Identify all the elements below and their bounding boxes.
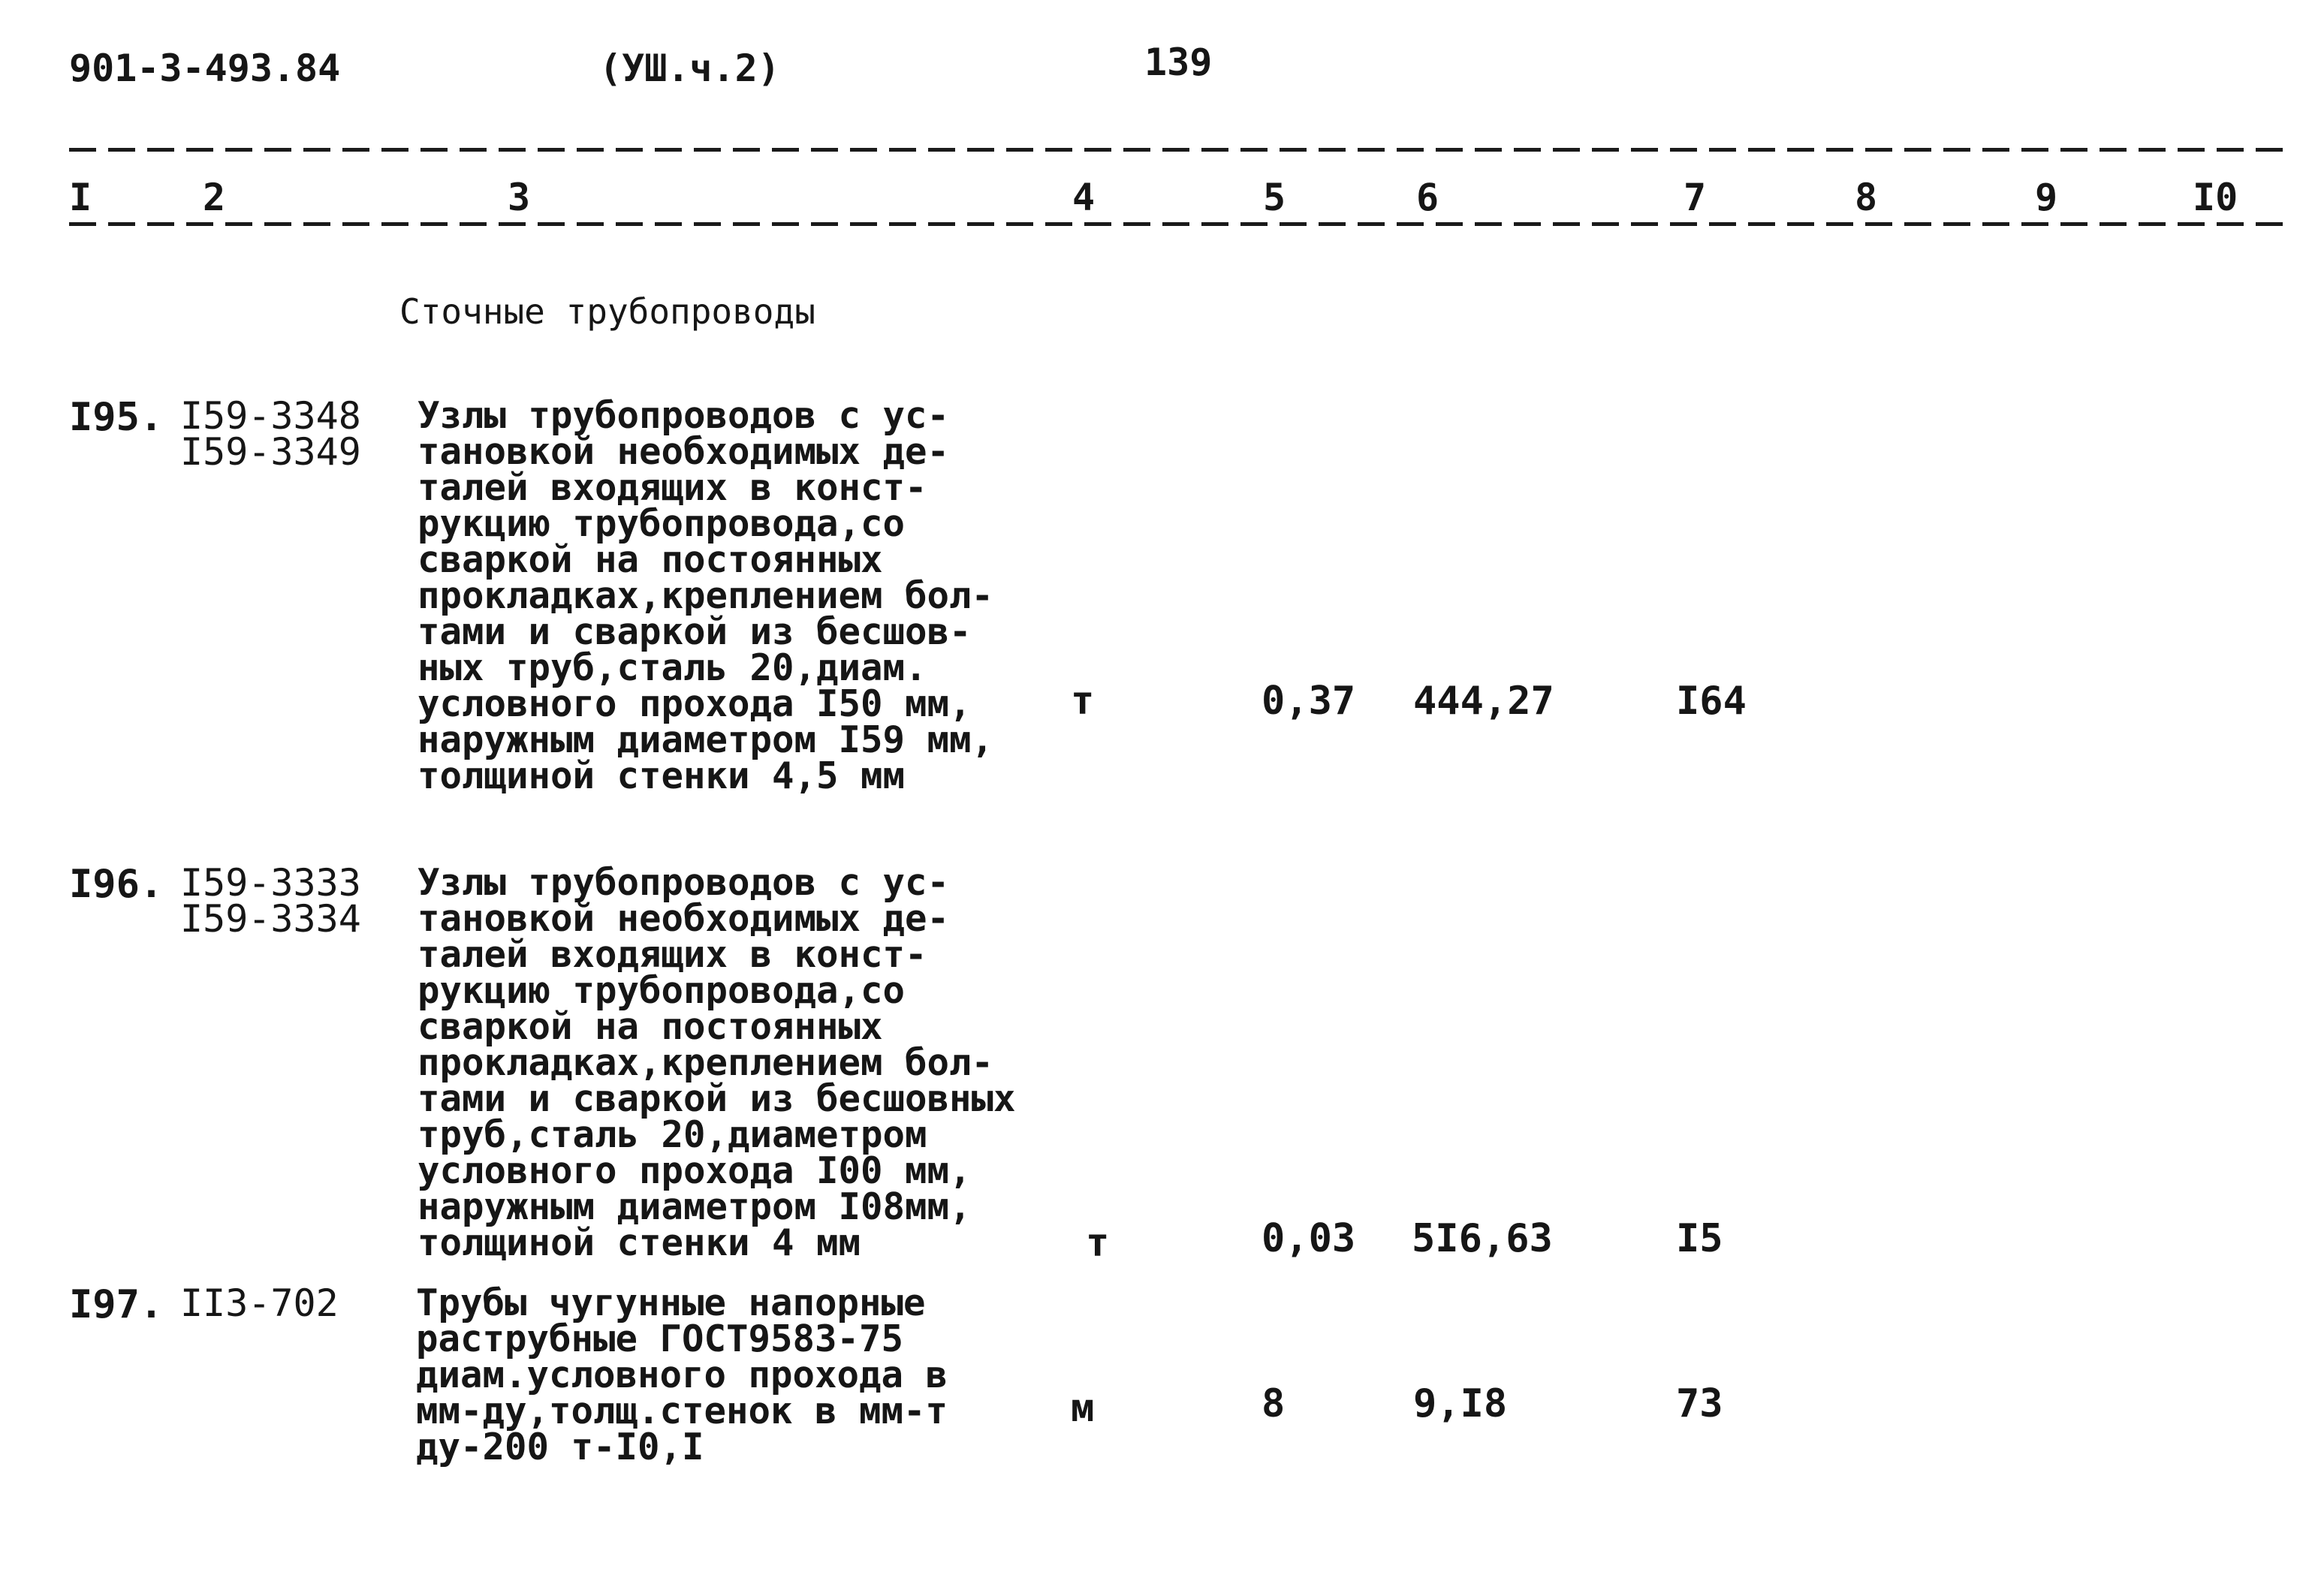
section-reference: (УШ.ч.2): [599, 47, 780, 90]
row-number: I96.: [69, 862, 164, 907]
row-price: 9,I8: [1413, 1381, 1508, 1426]
column-number-1: I: [69, 176, 92, 219]
row-price: 444,27: [1413, 679, 1554, 724]
row-unit: т: [1086, 1221, 1110, 1266]
column-number-5: 5: [1263, 176, 1286, 219]
row-description: Трубы чугунные напорные раструбные ГОСТ9583-75 диам.условного прохода в мм-ду,толщ.стенок в мм-т ду-200 т-I0,I: [416, 1281, 948, 1468]
row-quantity: 0,03: [1262, 1216, 1356, 1261]
page-number: 139: [1144, 41, 1213, 84]
row-total: I5: [1676, 1216, 1723, 1261]
column-number-8: 8: [1855, 176, 1878, 219]
row-unit: т: [1071, 679, 1095, 724]
row-total: 73: [1676, 1381, 1723, 1426]
column-number-6: 6: [1416, 176, 1439, 219]
row-number: I95.: [69, 395, 164, 440]
column-number-7: 7: [1684, 176, 1707, 219]
document-number: 901-3-493.84: [69, 47, 341, 90]
column-number-10: I0: [2193, 176, 2238, 219]
row-code: I59-3333 I59-3334: [180, 861, 361, 941]
row-quantity: 8: [1262, 1381, 1286, 1426]
row-number: I97.: [69, 1282, 164, 1327]
row-unit: м: [1071, 1386, 1095, 1431]
column-number-3: 3: [508, 176, 531, 219]
header-bottom-rule: [69, 222, 2286, 226]
row-description: Узлы трубопроводов с ус- тановкой необходимых де- талей входящих в конст- рукцию трубопровода,со сваркой на постоянных прокладках,креплением бол- тами и сваркой из бесшов- ных труб,сталь 20,диам. условного прохода I50 мм, наружным диаметром I59 мм, толщиной стенки 4,5 мм: [417, 394, 994, 797]
row-code: I59-3348 I59-3349: [180, 394, 361, 474]
row-code: II3-702: [180, 1281, 339, 1325]
column-number-4: 4: [1072, 176, 1096, 219]
header-top-rule: [69, 148, 2286, 152]
row-description: Узлы трубопроводов с ус- тановкой необходимых де- талей входящих в конст- рукцию трубопровода,со сваркой на постоянных прокладках,креплением бол- тами и сваркой из бесшовных труб,сталь 20,диаметром условного прохода I00 мм, наружным диаметром I08мм, толщиной стенки 4 мм: [417, 861, 1016, 1264]
section-title: Сточные трубопроводы: [399, 291, 815, 332]
column-number-9: 9: [2035, 176, 2058, 219]
row-price: 5I6,63: [1412, 1216, 1553, 1261]
row-total: I64: [1676, 679, 1747, 724]
row-quantity: 0,37: [1262, 679, 1356, 724]
column-number-2: 2: [203, 176, 226, 219]
